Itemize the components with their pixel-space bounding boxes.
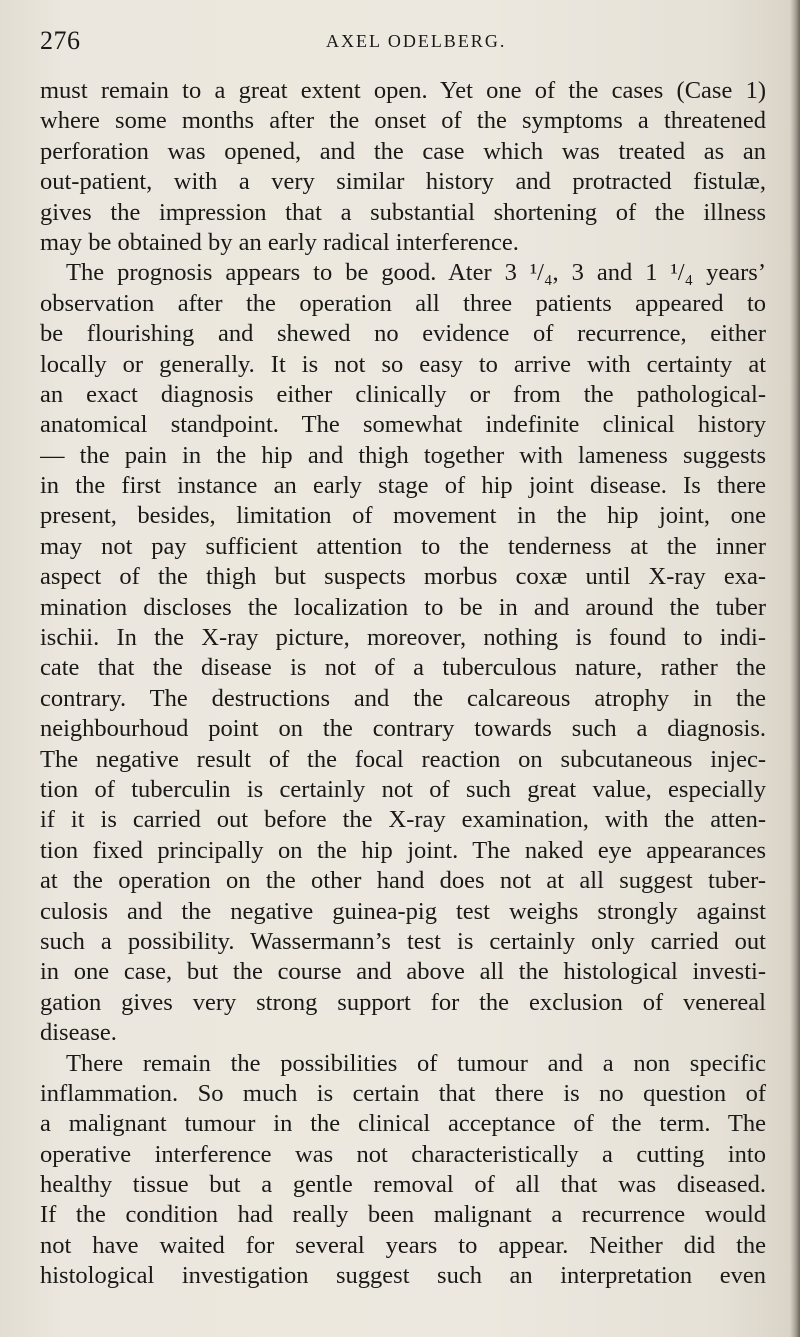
text-line: an exact diagnosis either clinically or from the pathological-: [40, 380, 766, 408]
text-line: ischii. In the X-ray picture, moreover, nothing is found to indi-: [40, 624, 766, 652]
text-line: a malignant tumour in the clinical acceptance of the term. The: [40, 1110, 766, 1138]
text-line: operative interference was not characteristically a cutting into: [40, 1140, 766, 1168]
text-line: gation gives very strong support for the exclusion of venereal: [40, 988, 766, 1016]
text-line: healthy tissue but a gentle removal of all that was diseased.: [40, 1171, 766, 1199]
paragraph-start-line: There remain the possibilities of tumour and a non specific: [66, 1049, 766, 1077]
text-line: may not pay sufficient attention to the tenderness at the inner: [40, 532, 766, 560]
text-line: where some months after the onset of the symptoms a threatened: [40, 107, 766, 135]
text-line: at the operation on the other hand does not at all suggest tuber-: [40, 867, 766, 895]
text-line: The negative result of the focal reaction on subcutaneous injec-: [40, 745, 766, 773]
text-line: such a possibility. Wassermann’s test is certainly only carried out: [40, 927, 766, 955]
text-line: be flourishing and shewed no evidence of recurrence, either: [40, 320, 766, 348]
text-line: inflammation. So much is certain that there is no question of: [40, 1079, 766, 1107]
text-line: out-patient, with a very similar history and protracted fistulæ,: [40, 168, 766, 196]
text-line: may be obtained by an early radical interference.: [40, 228, 519, 256]
page-edge-shadow: [790, 0, 800, 1337]
text-line: neighbourhoud point on the contrary towards such a diagnosis.: [40, 715, 766, 743]
text-line: cate that the disease is not of a tuberculous nature, rather the: [40, 654, 766, 682]
page-number: 276: [40, 26, 81, 55]
text-line: must remain to a great extent open. Yet one of the cases (Case 1): [40, 77, 766, 104]
text-line: locally or generally. It is not so easy to arrive with certainty at: [40, 350, 766, 378]
text-line: aspect of the thigh but suspects morbus coxæ until X-ray exa-: [40, 563, 766, 591]
text-line: histological investigation suggest such an interpretation even: [40, 1262, 766, 1290]
text-line: gives the impression that a substantial shortening of the illness: [40, 198, 766, 226]
text-line: anatomical standpoint. The somewhat indefinite clinical history: [40, 411, 766, 439]
text-line: contrary. The destructions and the calcareous atrophy in the: [40, 684, 766, 712]
text-line: present, besides, limitation of movement in the hip joint, one: [40, 502, 766, 530]
text-line: in one case, but the course and above all the histological investi-: [40, 958, 766, 986]
text-line: tion fixed principally on the hip joint. The naked eye appearances: [40, 836, 766, 864]
paragraph-start-line: The prognosis appears to be good. Ater 3 ¹/₄, 3 and 1 ¹/₄ years’: [66, 259, 766, 287]
text-line: disease.: [40, 1019, 117, 1047]
text-line: observation after the operation all three patients appeared to: [40, 289, 766, 317]
running-head: AXEL ODELBERG.: [326, 31, 507, 51]
body-text: [40, 76, 766, 1292]
text-line: if it is carried out before the X-ray examination, with the atten-: [40, 806, 766, 834]
text-line: mination discloses the localization to be in and around the tuber: [40, 593, 766, 621]
text-line: perforation was opened, and the case which was treated as an: [40, 137, 766, 165]
text-line: — the pain in the hip and thigh together with lameness suggests: [40, 441, 766, 469]
text-line: not have waited for several years to appear. Neither did the: [40, 1231, 766, 1259]
text-line: If the condition had really been malignant a recurrence would: [40, 1201, 766, 1229]
text-line: culosis and the negative guinea-pig test weighs strongly against: [40, 897, 766, 925]
page-header: [40, 26, 760, 62]
text-line: tion of tuberculin is certainly not of such great value, especially: [40, 775, 766, 803]
text-line: in the first instance an early stage of hip joint disease. Is there: [40, 472, 766, 500]
